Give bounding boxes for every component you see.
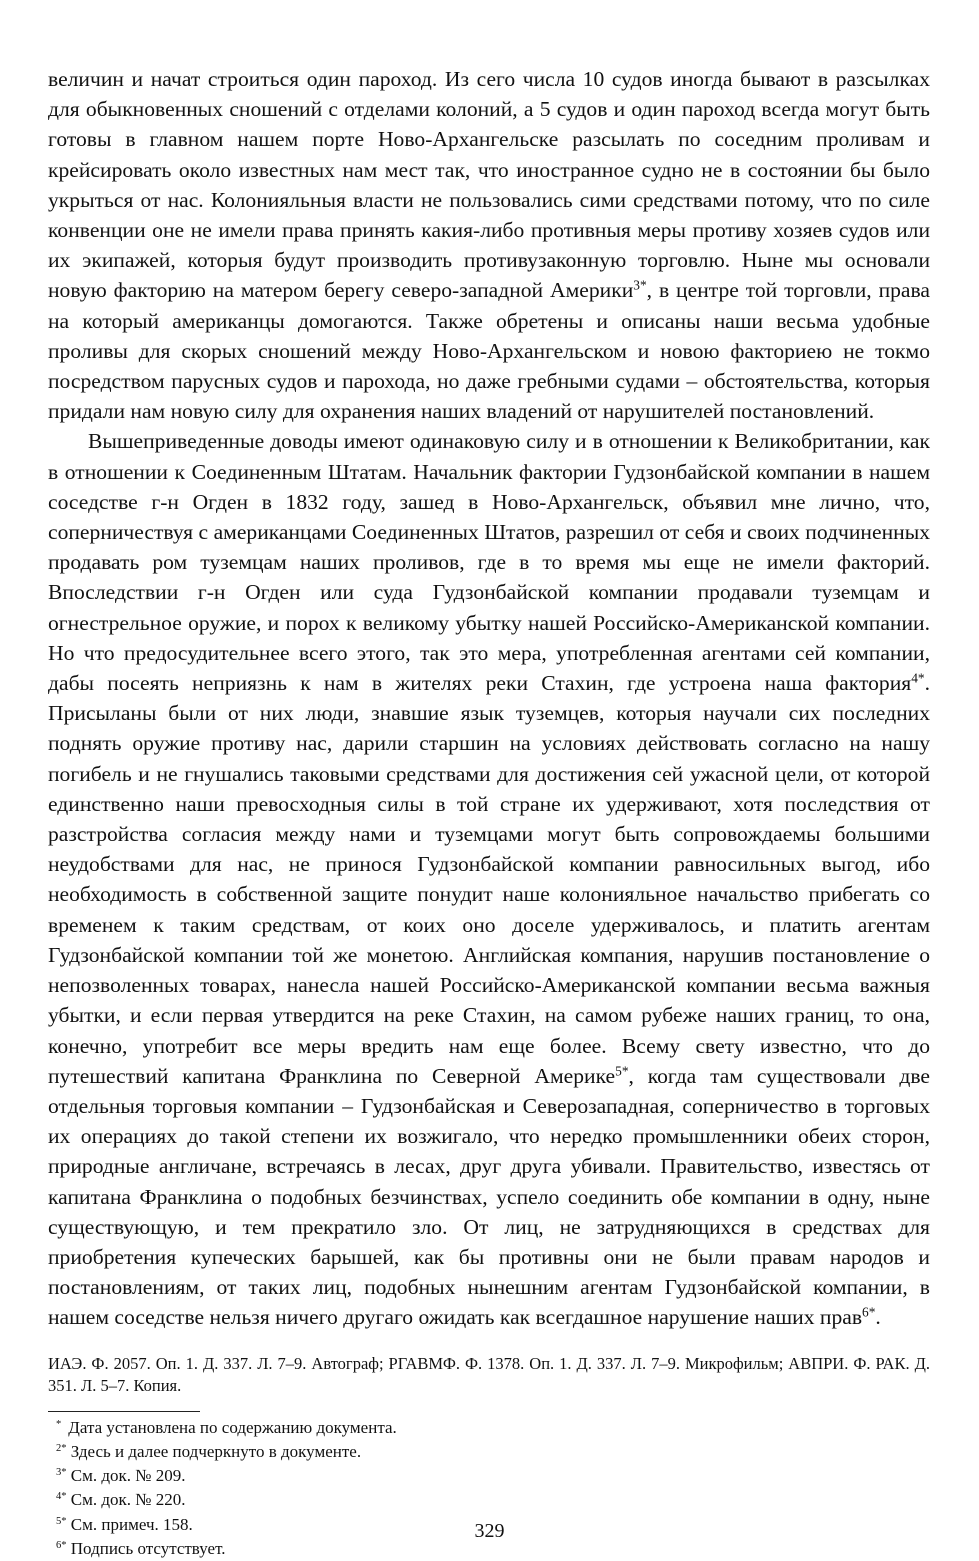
footnote-text: См. примеч. 158. (70, 1514, 193, 1534)
footnote-mark: 3* (56, 1467, 67, 1479)
footnote-mark: 6* (56, 1540, 67, 1552)
footnote-3 (48, 1464, 930, 1488)
footnote-mark: 5* (56, 1515, 67, 1527)
archive-source-note: ИАЭ. Ф. 2057. Оп. 1. Д. 337. Л. 7–9. Автограф; РГАВМФ. Ф. 1378. Оп. 1. Д. 337. Л. 7–9. Микрофильм; АВПРИ. Ф. РАК. Д. 351. Л. 5–7. Копия. (48, 1353, 930, 1395)
footnote-text: См. док. № 220. (70, 1490, 186, 1510)
footnote-mark: 4* (56, 1491, 67, 1503)
paragraph-1-text-cont: , в центре той торговли, права на который американцы домогаются. Также обретены и описаны наши весьма удобные проливы для скорых сношений между Ново-Архангельском и новою факториею не токмо посредством парусных судов и парохода, но даже гребными судами – обстоятельства, которыя придали нам новую силу для охранения наших владений от нарушителей постановлений. (48, 278, 930, 424)
footnote-text: Дата установлена по содержанию документа. (68, 1417, 397, 1437)
footnote-ref-6: 6* (862, 1304, 876, 1320)
footnote-text: Подпись отсутствует. (70, 1539, 226, 1559)
paragraph-2-text-end: . (875, 1305, 881, 1330)
page-number: 329 (474, 1520, 505, 1542)
footnote-text: См. док. № 209. (70, 1466, 186, 1486)
paragraph-2-text-cont: . Присыланы были от них люди, знавшие язык туземцев, которыя научали сих последних поднять оружие противу нас, дарили старшин на условиях действовать согласно на нашу погибель и не гнушались таковыми средствами для достижения сей ужасной цели, от которой единственно наши превосходныя силы в той стране их удерживают, хотя последствия от разстройства согласия между нами и туземцами могут быть сопровождаемы большими неудобствами для нас, не принося Гудзонбайской компании равносильных выгод, ибо необходимость в собственной защите понудит наше колонияльное начальство прибегать со временем к таким средствам, от коих оно доселе удерживалось, и платить агентам Гудзонбайской компании той же монетою. Английская компания, нарушив постановление о непозволенных товарах, нанесла нашей Российско-Американской компании весьма важныя убытки, и если первая утвердится на реке Стахин, на самом рубеже наших границ, то она, конечно, употребит все меры вредить нам еще более. Всему свету известно, что до путешествий капитана Франклина по Северной Америке (48, 671, 930, 1088)
footnote-ref-5: 5* (615, 1063, 629, 1079)
footnote-mark: 2* (56, 1443, 67, 1455)
footnote-4 (48, 1488, 930, 1512)
footnote-ref-4: 4* (911, 670, 925, 686)
body-paragraph-1 (48, 64, 930, 426)
footnote-text: Здесь и далее подчеркнуто в документе. (70, 1441, 362, 1461)
footnote-2 (48, 1440, 930, 1464)
paragraph-2-text: Вышеприведенные доводы имеют одинаковую силу и в отношении к Великобритании, как в отношении к Соединенным Штатам. Начальник фактории Гудзонбайской компании в нашем соседстве г-н Огден в 1832 году, зашед в Ново-Архангельск, объявил мне лично, что, соперничествуя с американцами Соединенных Штатов, разрешил от себя и своих подчиненных продавать ром туземцам наших проливов, где в то время мы еще не имели факторий. Впоследствии г-н Огден или суда Гудзонбайской компании продавали туземцам и огнестрельное оружие, и порох к великому убытку нашей Российско-Американской компании. Но что предосудительнее всего этого, так это мера, употребленная агентами сей компании, дабы посеять неприязнь к нам в жителях реки Стахин, где устроена наша фактория (48, 429, 930, 696)
paragraph-1-text: величин и начат строиться один пароход. Из сего числа 10 судов иногда бывают в разсылках для обыкновенных сношений с отделами колоний, а 5 судов и один пароход всегда могут быть готовы в главном нашем порте Ново-Архангельске разсылать по соседним проливам и крейсировать около известных нам мест так, что иностранное судно не в состоянии бы было укрыться от нас. Колонияльныя власти не пользовались сими средствами потому, что по силе конвенции оне не имели права принять какия-либо противныя меры противу хозяев судов или их экипажей, которыя будут производить противузаконную торговлю. Ныне мы основали новую факторию на матером берегу северо-западной Америки (48, 67, 930, 303)
footnote-divider (48, 1411, 200, 1412)
footnote-1 (48, 1416, 930, 1440)
footnote-mark: * (56, 1418, 62, 1430)
body-paragraph-2 (48, 426, 930, 1332)
document-page (48, 64, 930, 1561)
paragraph-2-text-cont-2: , когда там существовали две отдельныя торговыя компании – Гудзонбайская и Северозападная, соперничество в торговых их операциях до такой степени их возжигало, что нередко промышленники обеих сторон, природные англичане, встречаясь в лесах, друг друга убивали. Правительство, известясь от капитана Франклина о подобных безчинствах, успело соединить обе компании в одну, ныне существующую, и тем прекратило зло. От лиц, не затрудняющихся в средствах для приобретения купеческих барышей, как бы противны они не были правам народов и постановлениям, от таких лиц, подобных нынешним агентам Гудзонбайской компании, в нашем соседстве нельзя ничего другаго ожидать как всегдашное нарушение наших прав (48, 1063, 930, 1330)
footnote-ref-3: 3* (633, 278, 647, 294)
